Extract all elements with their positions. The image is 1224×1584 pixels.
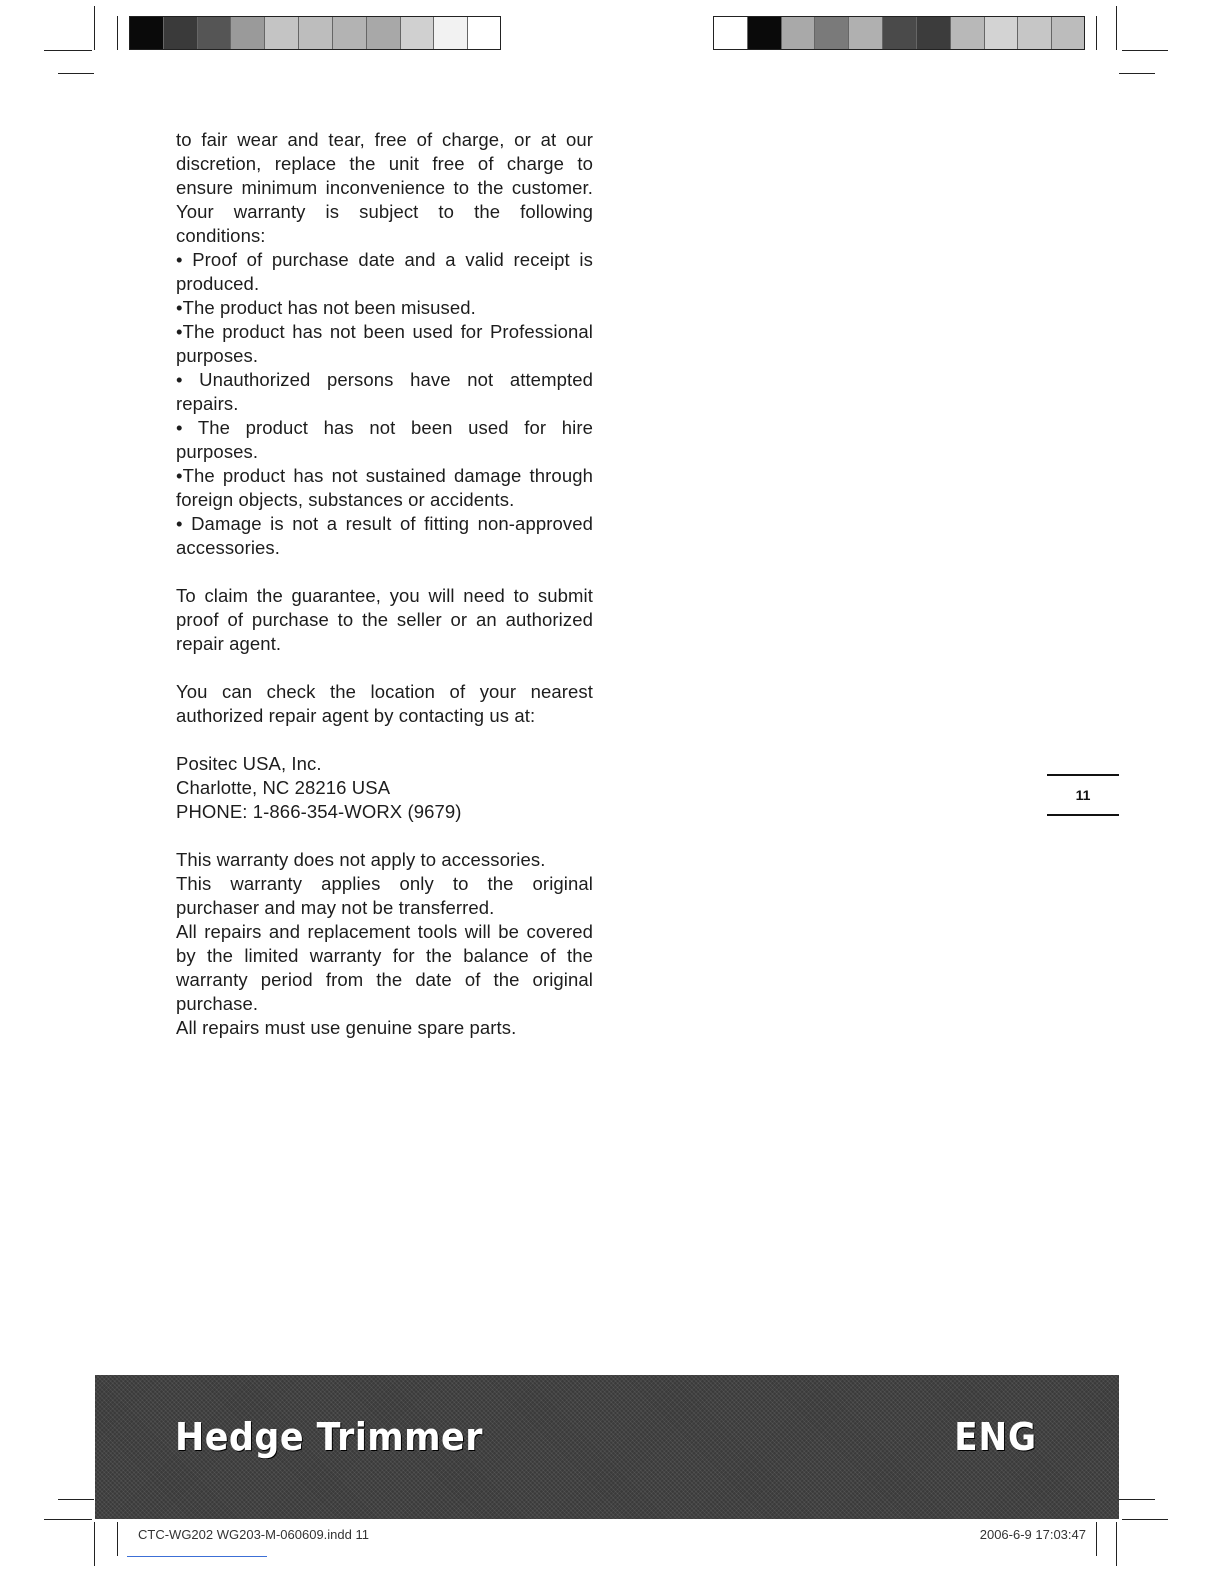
- crop-mark-bottom-right-v2: [1096, 1522, 1097, 1556]
- check-location-paragraph: You can check the location of your nearest authorized repair agent by contacting us at:: [176, 681, 593, 726]
- condition-item: • The product has not been used for hire purposes.: [176, 417, 593, 462]
- crop-mark-top-right-v2: [1096, 16, 1097, 50]
- condition-item: •The product has not sustained damage through foreign objects, substances or accidents.: [176, 465, 593, 510]
- crop-mark-top-right-v: [1116, 6, 1117, 50]
- address-company: Positec USA, Inc.: [176, 753, 322, 774]
- crop-mark-top-left-v2: [117, 16, 118, 50]
- product-title: Hedge Trimmer: [175, 1415, 483, 1459]
- terms-line: All repairs and replacement tools will be covered by the limited warranty for the balance of the warranty period from the date of the original purchase.: [176, 921, 593, 1014]
- crop-mark-top-right-h: [1122, 50, 1168, 51]
- crop-mark-bottom-left-h2: [44, 1519, 92, 1520]
- condition-item: •The product has not been used for Professional purposes.: [176, 321, 593, 366]
- slug-underline: [127, 1556, 267, 1557]
- crop-mark-top-left-v: [94, 6, 95, 50]
- terms-line: All repairs must use genuine spare parts.: [176, 1017, 517, 1038]
- claim-paragraph: To claim the guarantee, you will need to submit proof of purchase to the seller or an authorized repair agent.: [176, 585, 593, 654]
- page-number: 11: [1075, 787, 1091, 803]
- crop-mark-bottom-right-v: [1116, 1522, 1117, 1566]
- crop-mark-bottom-left-v2: [117, 1522, 118, 1556]
- crop-mark-top-right-h2: [1119, 73, 1155, 74]
- page-number-tab: [1047, 774, 1119, 816]
- slug-timestamp: 2006-6-9 17:03:47: [979, 1527, 1086, 1542]
- condition-item: •The product has not been misused.: [176, 297, 476, 318]
- address-phone: PHONE: 1-866-354-WORX (9679): [176, 801, 462, 822]
- slug-filename: CTC-WG202 WG203-M-060609.indd 11: [138, 1527, 369, 1542]
- color-bar-left: [129, 16, 501, 50]
- crop-mark-top-left-h2: [58, 73, 94, 74]
- crop-mark-bottom-left-h: [58, 1499, 94, 1500]
- address-city: Charlotte, NC 28216 USA: [176, 777, 391, 798]
- terms-line: This warranty does not apply to accessories.: [176, 849, 546, 870]
- language-label: ENG: [954, 1415, 1037, 1459]
- terms-line: This warranty applies only to the original purchaser and may not be transferred.: [176, 873, 593, 918]
- condition-item: • Damage is not a result of fitting non-approved accessories.: [176, 513, 593, 558]
- warranty-text-column: [176, 128, 593, 1040]
- crop-mark-top-left-h: [44, 50, 92, 51]
- condition-item: • Proof of purchase date and a valid receipt is produced.: [176, 249, 593, 294]
- crop-mark-bottom-left-v: [94, 1522, 95, 1566]
- warranty-intro-paragraph: to fair wear and tear, free of charge, or at our discretion, replace the unit free of charge to ensure minimum inconvenience to the customer. Your warranty is subject to the following conditions:: [176, 129, 593, 246]
- condition-item: • Unauthorized persons have not attempted repairs.: [176, 369, 593, 414]
- color-bar-right: [713, 16, 1085, 50]
- footer-band: [95, 1375, 1119, 1519]
- crop-mark-bottom-right-h2: [1122, 1519, 1168, 1520]
- crop-mark-bottom-right-h: [1119, 1499, 1155, 1500]
